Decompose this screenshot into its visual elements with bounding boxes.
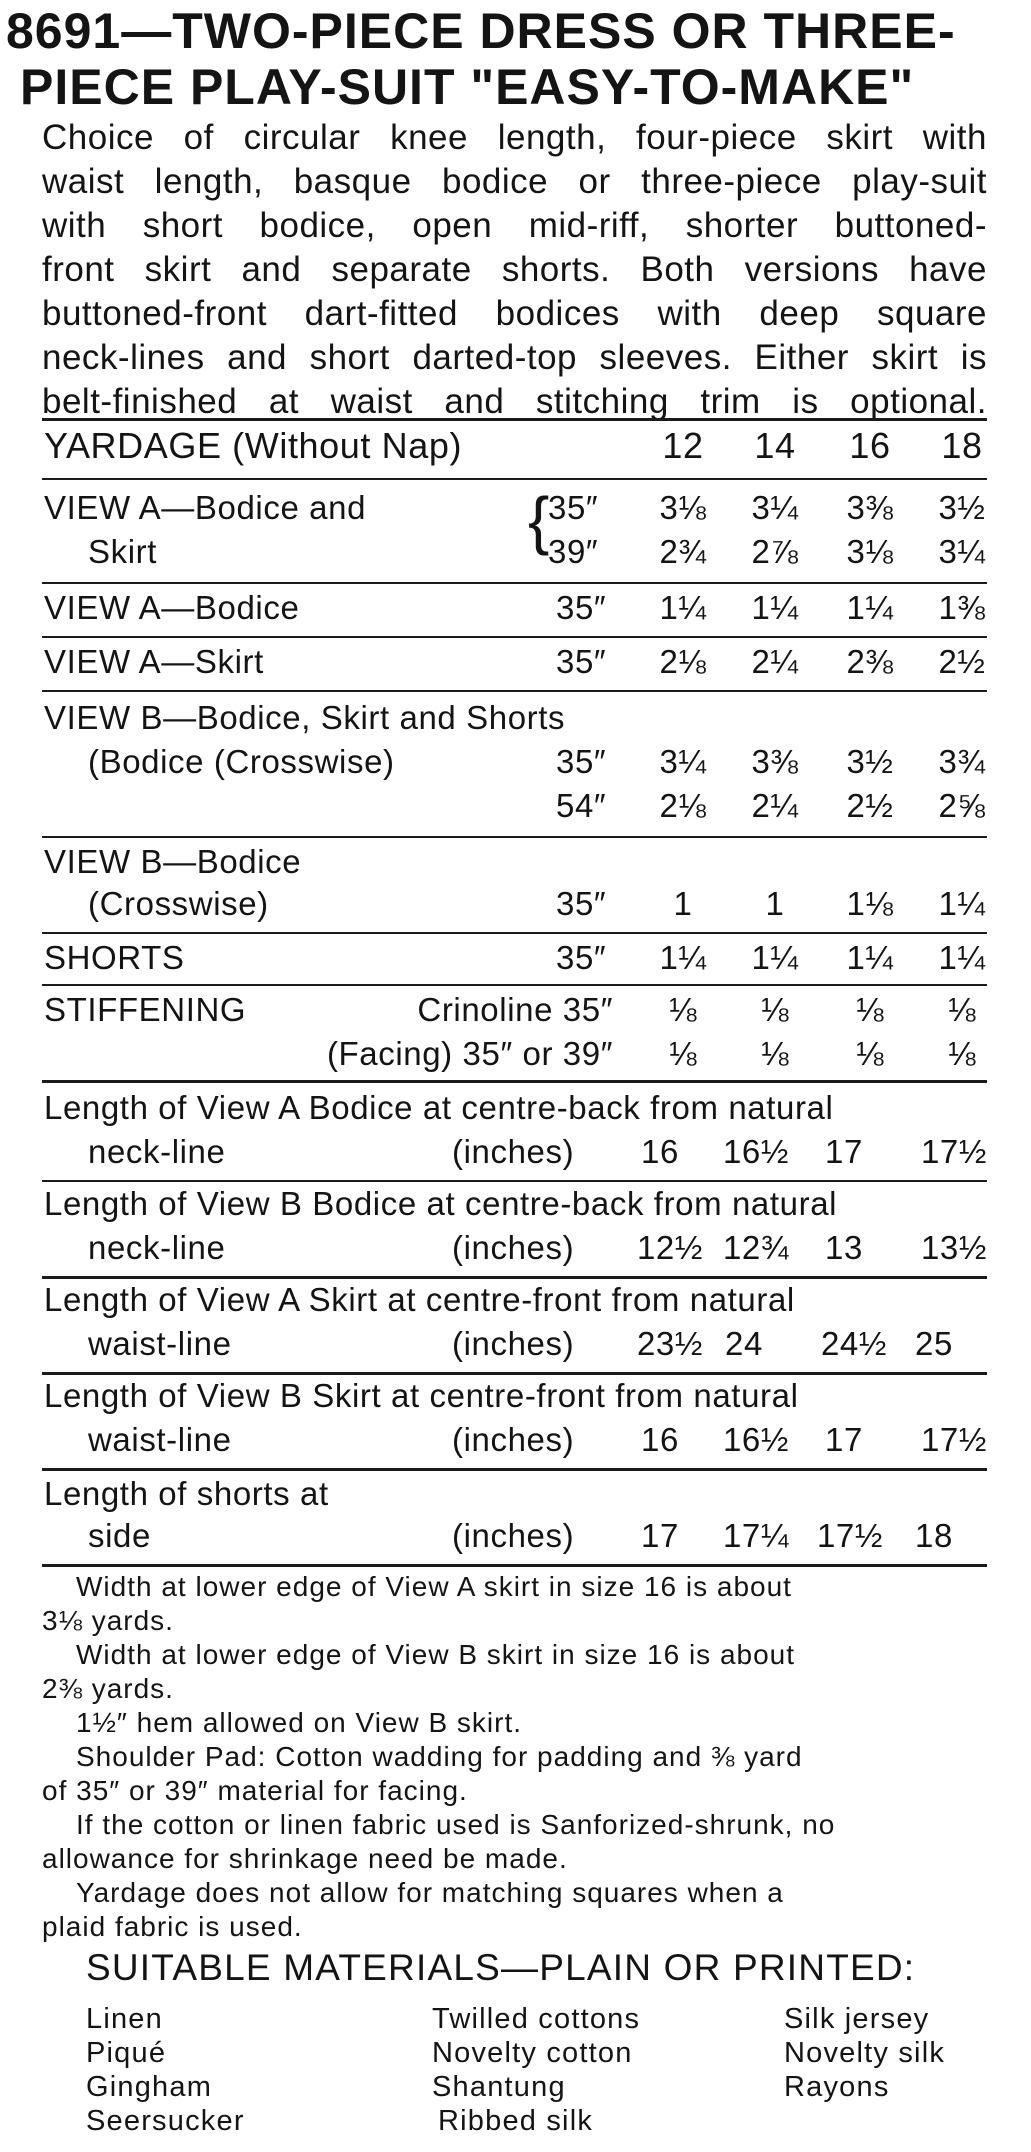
intro-line: Choice of circular knee length, four-piece skirt with <box>42 118 987 157</box>
size-14: 14 <box>754 425 796 466</box>
note-line: Yardage does not allow for matching squares when a <box>76 1877 784 1908</box>
yardage-value: 2¼ <box>751 643 799 680</box>
length-label: neck-line <box>88 1229 226 1266</box>
material-item: Linen <box>86 2003 163 2035</box>
intro-line: front skirt and separate shorts. Both versions have <box>42 250 987 289</box>
materials-header: SUITABLE MATERIALS—PLAIN OR PRINTED: <box>86 1947 916 1988</box>
divider <box>42 1564 987 1567</box>
yardage-value: 2¼ <box>751 787 799 824</box>
length-unit: (inches) <box>452 1229 575 1266</box>
length-value: 17¼ <box>722 1517 790 1554</box>
length-value: 16 <box>641 1133 679 1170</box>
note-line: Shoulder Pad: Cotton wadding for padding and ⅜ yard <box>76 1741 803 1772</box>
length-value: 13 <box>825 1229 863 1266</box>
note-line: of 35″ or 39″ material for facing. <box>42 1775 468 1806</box>
material-item: Gingham <box>86 2071 213 2103</box>
row-label: (Crosswise) <box>88 885 269 922</box>
material-item: Piqué <box>86 2037 167 2069</box>
length-label: Length of shorts at <box>44 1475 329 1512</box>
yardage-value: 1¼ <box>938 885 986 922</box>
length-value: 17 <box>825 1133 863 1170</box>
yardage-value: 3¼ <box>751 489 799 526</box>
yardage-value: 2½ <box>846 787 894 824</box>
yardage-value: ⅛ <box>855 1035 885 1072</box>
stiffening-crinoline: Crinoline 35″ <box>417 991 613 1028</box>
yardage-value: 2½ <box>938 643 986 680</box>
divider <box>42 984 987 986</box>
length-label: waist-line <box>88 1421 232 1458</box>
note-line: If the cotton or linen fabric used is Sanforized-shrunk, no <box>76 1809 836 1840</box>
note-line: 1½″ hem allowed on View B skirt. <box>76 1707 523 1738</box>
row-label: STIFFENING <box>44 991 247 1028</box>
length-value: 17 <box>825 1421 863 1458</box>
length-value: 25 <box>915 1325 953 1362</box>
note-line: 2⅜ yards. <box>42 1673 174 1704</box>
length-value: 23½ <box>636 1325 704 1362</box>
length-value: 24½ <box>820 1325 888 1362</box>
divider <box>42 1468 987 1471</box>
divider <box>42 1276 987 1279</box>
yardage-value: ⅛ <box>668 991 698 1028</box>
fabric-width: 35″ <box>556 743 607 780</box>
fabric-width: 35″ <box>556 885 607 922</box>
row-label: VIEW B—Bodice <box>44 843 302 880</box>
length-unit: (inches) <box>452 1517 575 1554</box>
length-unit: (inches) <box>452 1325 575 1362</box>
intro-paragraph <box>42 116 987 424</box>
material-item: Twilled cottons <box>432 2003 641 2035</box>
yardage-value: 2⅛ <box>659 643 707 680</box>
row-label: (Bodice (Crosswise) <box>88 743 395 780</box>
divider <box>42 1180 987 1182</box>
yardage-value: 3½ <box>846 743 894 780</box>
intro-line: belt-finished at waist and stitching trim is optional. <box>42 382 987 421</box>
yardage-value: 3¾ <box>938 743 986 780</box>
note-line: plaid fabric is used. <box>42 1911 303 1942</box>
divider <box>42 836 987 838</box>
yardage-value: ⅛ <box>947 991 977 1028</box>
yardage-value: 1⅜ <box>938 589 986 626</box>
yardage-value: 3¼ <box>938 533 986 570</box>
length-value: 24 <box>725 1325 763 1362</box>
yardage-value: 1¼ <box>659 589 707 626</box>
yardage-value: ⅛ <box>855 991 885 1028</box>
yardage-value: 2⅜ <box>846 643 894 680</box>
brace-icon: { <box>528 484 550 556</box>
size-16: 16 <box>849 425 891 466</box>
length-value: 16½ <box>722 1133 790 1170</box>
yardage-value: ⅛ <box>760 991 790 1028</box>
length-value: 13½ <box>920 1229 988 1266</box>
fabric-width: 54″ <box>556 787 607 824</box>
yardage-value: 3⅜ <box>846 489 894 526</box>
row-label: VIEW B—Bodice, Skirt and Shorts <box>44 699 566 736</box>
intro-line: buttoned-front dart-fitted bodices with deep square <box>42 294 987 333</box>
yardage-value: ⅛ <box>760 1035 790 1072</box>
row-label: VIEW A—Bodice and <box>44 489 367 526</box>
length-label: Length of View A Bodice at centre-back from natural <box>44 1089 834 1126</box>
divider <box>42 1372 987 1375</box>
yardage-value: 3⅜ <box>751 743 799 780</box>
divider <box>42 418 987 421</box>
length-value: 17 <box>641 1517 679 1554</box>
yardage-value: 2¾ <box>659 533 707 570</box>
row-label: VIEW A—Skirt <box>44 643 264 680</box>
intro-line: waist length, basque bodice or three-piece play-suit <box>42 162 987 201</box>
divider <box>42 478 987 480</box>
intro-line: neck-lines and short darted-top sleeves. Either skirt is <box>42 338 987 377</box>
length-value: 17½ <box>816 1517 884 1554</box>
yardage-value: 1¼ <box>659 939 707 976</box>
divider <box>42 636 987 638</box>
material-item: Shantung <box>432 2071 566 2103</box>
row-label: Skirt <box>88 533 157 570</box>
length-label: side <box>88 1517 151 1554</box>
fabric-width: 35″ <box>556 643 607 680</box>
yardage-value: 3¼ <box>659 743 707 780</box>
material-item: Seersucker <box>86 2105 245 2137</box>
length-value: 16 <box>641 1421 679 1458</box>
intro-line: with short bodice, open mid-riff, shorter buttoned- <box>42 206 987 245</box>
material-item: Novelty silk <box>784 2037 946 2069</box>
yardage-value: 1¼ <box>938 939 986 976</box>
yardage-value: 1 <box>765 885 785 922</box>
divider <box>42 690 987 692</box>
divider <box>42 582 987 584</box>
length-label: neck-line <box>88 1133 226 1170</box>
fabric-width: 35″ <box>556 589 607 626</box>
yardage-value: 1⅛ <box>846 885 894 922</box>
note-line: allowance for shrinkage need be made. <box>42 1843 568 1874</box>
length-value: 12¾ <box>722 1229 790 1266</box>
yardage-value: 1 <box>673 885 693 922</box>
length-label: waist-line <box>88 1325 232 1362</box>
material-item: Ribbed silk <box>438 2105 594 2137</box>
length-value: 17½ <box>920 1133 988 1170</box>
length-label: Length of View A Skirt at centre-front from natural <box>44 1281 795 1318</box>
yardage-value: 1¼ <box>846 589 894 626</box>
note-line: 3⅛ yards. <box>42 1605 174 1636</box>
material-item: Novelty cotton <box>432 2037 633 2069</box>
length-value: 16½ <box>722 1421 790 1458</box>
row-label: SHORTS <box>44 939 185 976</box>
yardage-value: 2⅛ <box>659 787 707 824</box>
yardage-value: 1¼ <box>846 939 894 976</box>
yardage-value: 2⅞ <box>751 533 799 570</box>
length-unit: (inches) <box>452 1421 575 1458</box>
stiffening-facing: (Facing) 35″ or 39″ <box>326 1035 613 1072</box>
material-item: Silk jersey <box>784 2003 930 2035</box>
length-label: Length of View B Skirt at centre-front from natural <box>44 1377 799 1414</box>
size-12: 12 <box>662 425 704 466</box>
yardage-value: ⅛ <box>947 1035 977 1072</box>
note-line: Width at lower edge of View A skirt in size 16 is about <box>76 1571 792 1602</box>
length-label: Length of View B Bodice at centre-back from natural <box>44 1185 838 1222</box>
yardage-value: ⅛ <box>668 1035 698 1072</box>
material-item: Rayons <box>784 2071 890 2103</box>
size-18: 18 <box>941 425 983 466</box>
fabric-width: 35″ <box>556 939 607 976</box>
length-value: 12½ <box>636 1229 704 1266</box>
yardage-value: 3½ <box>938 489 986 526</box>
row-label: VIEW A—Bodice <box>44 589 300 626</box>
length-value: 17½ <box>920 1421 988 1458</box>
length-value: 18 <box>915 1517 953 1554</box>
yardage-value: 2⅝ <box>938 787 986 824</box>
yardage-value: 3⅛ <box>846 533 894 570</box>
title-line-1: 8691—TWO-PIECE DRESS OR THREE- <box>6 3 956 59</box>
title-line-2: PIECE PLAY-SUIT "EASY-TO-MAKE" <box>20 59 915 115</box>
length-unit: (inches) <box>452 1133 575 1170</box>
fabric-width: 35″ <box>548 489 599 526</box>
divider <box>42 932 987 934</box>
yardage-value: 3⅛ <box>659 489 707 526</box>
yardage-header: YARDAGE (Without Nap) <box>44 425 463 466</box>
yardage-value: 1¼ <box>751 939 799 976</box>
fabric-width: 39″ <box>548 533 599 570</box>
note-line: Width at lower edge of View B skirt in size 16 is about <box>76 1639 796 1670</box>
yardage-value: 1¼ <box>751 589 799 626</box>
divider <box>42 1080 987 1083</box>
